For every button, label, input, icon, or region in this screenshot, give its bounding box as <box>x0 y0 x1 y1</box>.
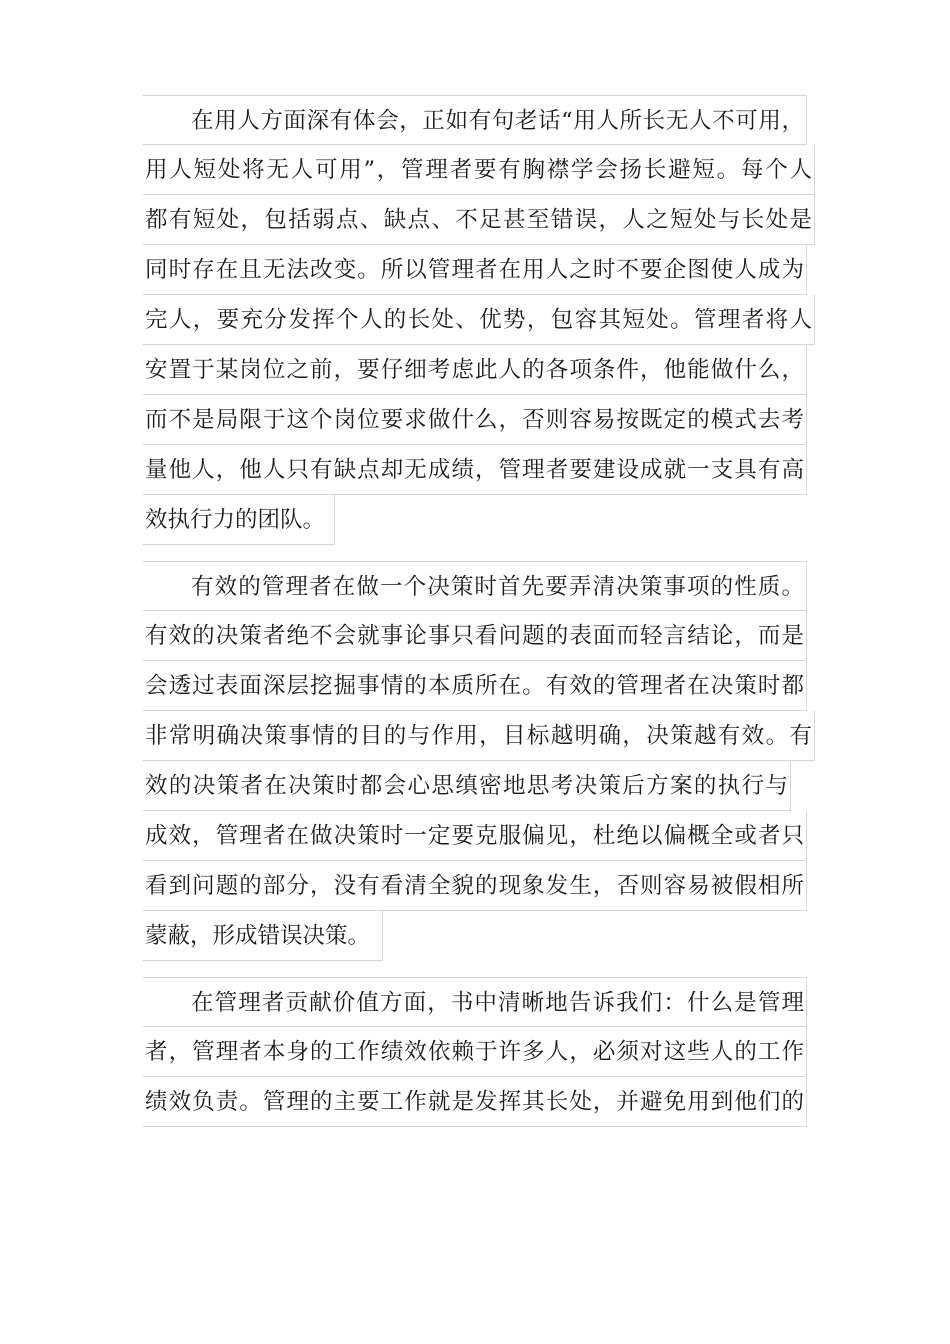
paragraph-line: 在用人方面深有体会，正如有句老话“用人所长无人不可用， <box>143 95 807 145</box>
paragraph-line: 蒙蔽，形成错误决策。 <box>143 911 383 961</box>
paragraph-line: 效的决策者在决策时都会心思缜密地思考决策后方案的执行与 <box>143 761 791 811</box>
paragraph-line: 量他人，他人只有缺点却无成绩，管理者要建设成就一支具有高 <box>143 445 807 495</box>
paragraph-line: 者，管理者本身的工作绩效依赖于许多人，必须对这些人的工作 <box>143 1027 807 1077</box>
paragraph-line: 在管理者贡献价值方面，书中清晰地告诉我们：什么是管理 <box>143 977 807 1027</box>
paragraph-line: 效执行力的团队。 <box>143 495 335 545</box>
paragraph-line: 会透过表面深层挖掘事情的本质所在。有效的管理者在决策时都 <box>143 661 807 711</box>
paragraph-line: 用人短处将无人可用”，管理者要有胸襟学会扬长避短。每个人 <box>143 145 815 195</box>
paragraph-line: 同时存在且无法改变。所以管理者在用人之时不要企图使人成为 <box>143 245 807 295</box>
paragraph-line: 看到问题的部分，没有看清全貌的现象发生，否则容易被假相所 <box>143 861 807 911</box>
paragraph-line: 都有短处，包括弱点、缺点、不足甚至错误，人之短处与长处是 <box>143 195 815 245</box>
paragraph-line: 有效的管理者在做一个决策时首先要弄清决策事项的性质。 <box>143 561 807 611</box>
paragraph-2 <box>143 561 815 961</box>
paragraph-3 <box>143 977 815 1127</box>
paragraph-line: 成效，管理者在做决策时一定要克服偏见，杜绝以偏概全或者只 <box>143 811 807 861</box>
paragraph-line: 安置于某岗位之前，要仔细考虑此人的各项条件，他能做什么， <box>143 345 807 395</box>
paragraph-line: 而不是局限于这个岗位要求做什么，否则容易按既定的模式去考 <box>143 395 807 445</box>
paragraph-1 <box>143 95 815 545</box>
paragraph-line: 完人，要充分发挥个人的长处、优势，包容其短处。管理者将人 <box>143 295 815 345</box>
paragraph-line: 绩效负责。管理的主要工作就是发挥其长处，并避免用到他们的 <box>143 1077 807 1127</box>
paragraph-line: 非常明确决策事情的目的与作用，目标越明确，决策越有效。有 <box>143 711 815 761</box>
paragraph-line: 有效的决策者绝不会就事论事只看问题的表面而轻言结论，而是 <box>143 611 807 661</box>
